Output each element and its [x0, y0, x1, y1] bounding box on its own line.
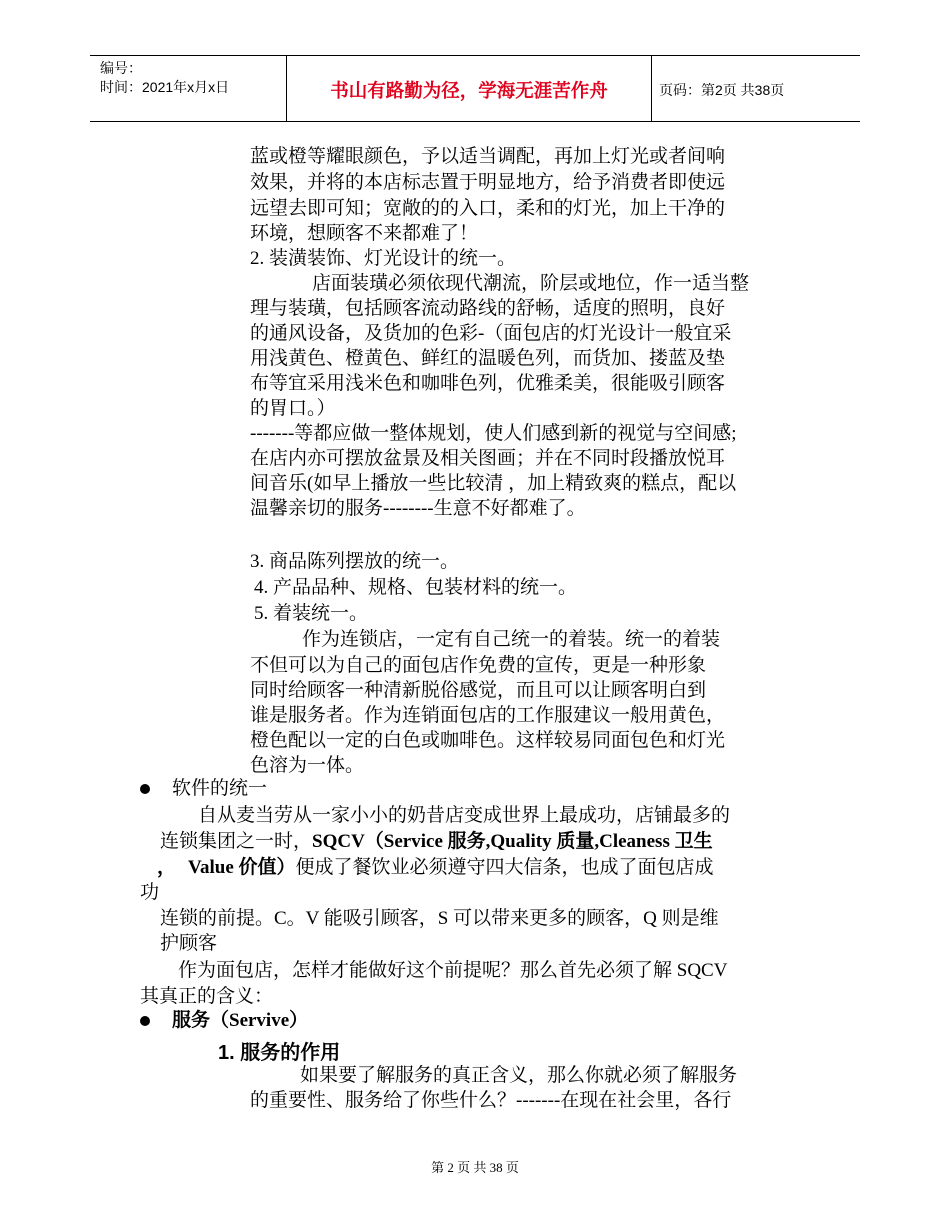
text-line: 功: [140, 882, 160, 903]
time-label: 时间：2021年x月x日: [100, 79, 230, 95]
list-item-5: 5. 着装统一。: [254, 603, 369, 624]
text-line: [188, 856, 714, 879]
text-line: 的通风设备，及货加的色彩-（面包店的灯光设计一般宜采: [250, 323, 732, 344]
software-heading: 软件的统一: [172, 778, 268, 799]
text-run: 连锁集团之一时，: [160, 831, 313, 852]
service-heading: 服务（Servive）: [172, 1010, 309, 1031]
list-item-3: 3. 商品陈列摆放的统一。: [250, 551, 460, 572]
text-run: 便成了餐饮业必须遵守四大信条，也成了面包店成: [295, 857, 714, 878]
text-line: 店面装璜必须依现代潮流，阶层或地位，作一适当整: [312, 273, 750, 294]
sqcv-definition: SQCV（Service 服务,Quality 质量,Cleaness 卫生: [312, 831, 713, 852]
text-line: 连锁的前提。C。V 能吸引顾客，S 可以带来更多的顾客，Q 则是维: [160, 908, 719, 929]
text-line: 在店内亦可摆放盆景及相关图画；并在不同时段播放悦耳: [250, 448, 726, 469]
header-divider-right: [651, 55, 652, 121]
list-item-4: 4. 产品品种、规格、包装材料的统一。: [254, 577, 578, 598]
list-item-2: 2. 装潢装饰、灯光设计的统一。: [250, 248, 517, 269]
text-line: 同时给顾客一种清新脱俗感觉，而且可以让顾客明白到: [250, 680, 707, 701]
text-line: 蓝或橙等耀眼颜色，予以适当调配，再加上灯光或者间响: [250, 146, 726, 167]
bullet-icon: [140, 784, 150, 794]
motto: 书山有路勤为径，学海无涯苦作舟: [330, 80, 608, 101]
sqcv-value: Value 价值）: [188, 857, 296, 878]
text-line: [157, 856, 176, 879]
text-line: 的重要性、服务给了你些什么？-------在现在社会里，各行: [250, 1090, 732, 1111]
text-line: 温馨亲切的服务--------生意不好都难了。: [250, 498, 586, 519]
text-line: 环境，想顾客不来都难了！: [250, 223, 479, 244]
text-line: 作为连锁店，一定有自己统一的着装。统一的着装: [302, 629, 721, 650]
header-bottom-rule: [90, 121, 860, 122]
text-line: 理与装璜，包括顾客流动路线的舒畅，适度的照明，良好: [250, 298, 726, 319]
text-line: -------等都应做一整体规划，使人们感到新的视觉与空间感;: [250, 423, 737, 444]
text-line: 自从麦当劳从一家小小的奶昔店变成世界上最成功，店铺最多的: [198, 805, 731, 826]
text-line: 布等宜采用浅米色和咖啡色列，优雅柔美，很能吸引顾客: [250, 373, 726, 394]
text-line: 效果，并将的本店标志置于明显地方，给予消费者即使远: [250, 172, 726, 193]
page-label: 页码：第2页 共38页: [659, 82, 785, 98]
header-top-rule: [90, 55, 860, 56]
text-line: 作为面包店，怎样才能做好这个前提呢？那么首先必须了解 SQCV: [178, 960, 728, 981]
text-line: 谁是服务者。作为连销面包店的工作服建议一般用黄色，: [250, 705, 726, 726]
text-line: 间音乐(如早上播放一些比较清 ，加上精致爽的糕点，配以: [250, 473, 737, 494]
text-line: 橙色配以一定的白色或咖啡色。这样较易同面包色和灯光: [250, 730, 726, 751]
serial-label: 编号：: [100, 60, 142, 76]
text-line: 远望去即可知；宽敞的的入口，柔和的灯光，加上干净的: [250, 198, 726, 219]
text-line: 用浅黄色、橙黄色、鲜红的温暖色列，而货加、搂蓝及垫: [250, 348, 726, 369]
text-run: ，: [157, 857, 177, 878]
page-footer: 第 2 页 共 38 页: [431, 1160, 519, 1175]
bullet-icon: [140, 1016, 150, 1026]
text-line: 的胃口。）: [250, 398, 336, 419]
text-line: 护顾客: [160, 933, 218, 954]
text-line: 色溶为一体。: [250, 755, 365, 776]
subheading-service-role: 1. 服务的作用: [218, 1042, 341, 1064]
text-line: 如果要了解服务的真正含义，那么你就必须了解服务: [300, 1065, 738, 1086]
text-line: 其真正的含义：: [140, 986, 274, 1007]
text-line: [160, 830, 713, 853]
text-line: 不但可以为自己的面包店作免费的宣传，更是一种形象: [250, 655, 707, 676]
